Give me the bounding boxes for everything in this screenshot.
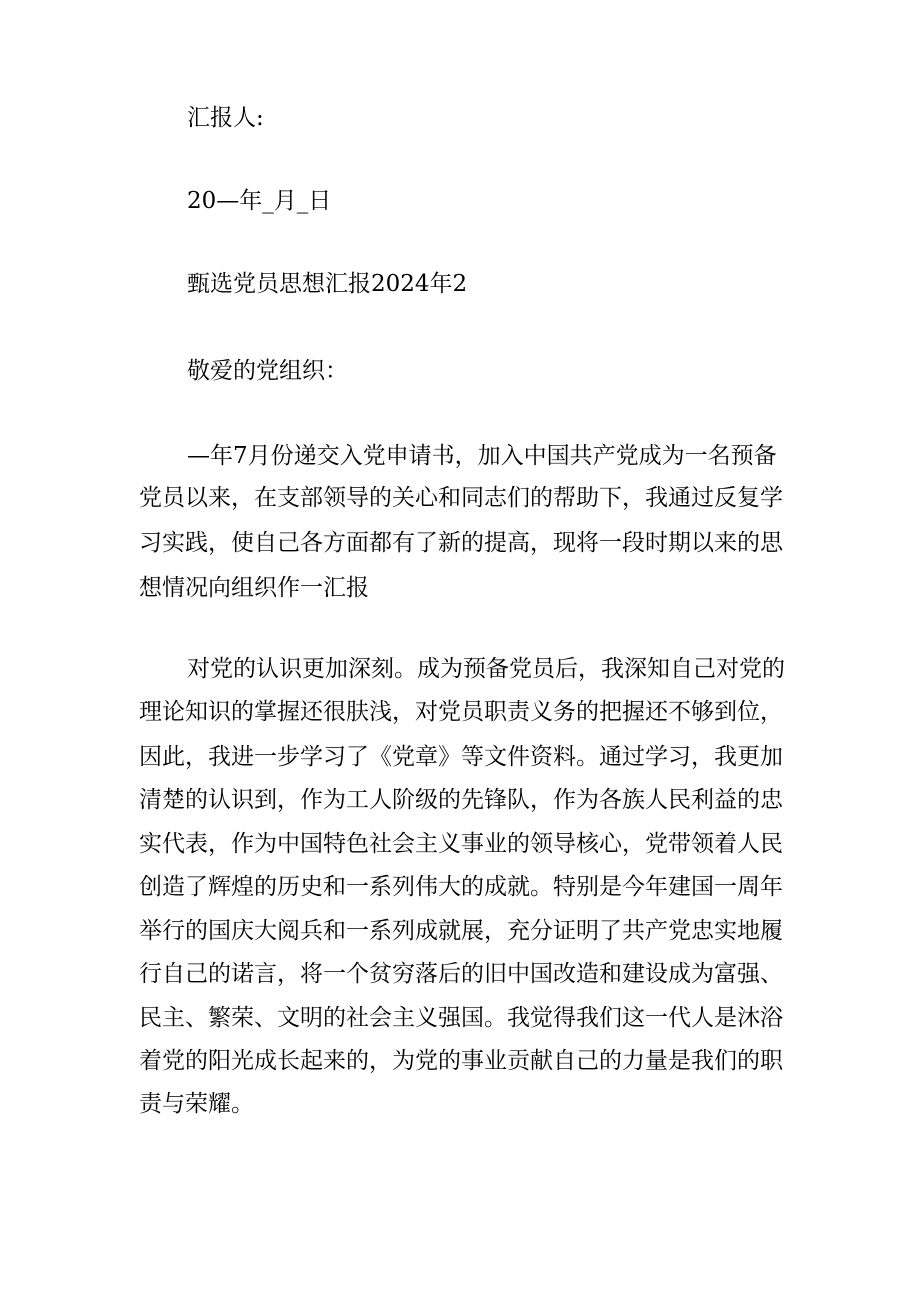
reporter-label: 汇报人: [187, 105, 264, 131]
paragraph2-line: 对党的认识更加深刻。成为预备党员后，我深知自己对党的 [187, 656, 785, 682]
paragraph2-line: 清楚的认识到，作为工人阶级的先锋队，作为各族人民利益的忠 [139, 787, 783, 813]
paragraph2-line: 因此，我进一步学习了《党章》等文件资料。通过学习，我更加 [139, 744, 783, 770]
paragraph1-line: 习实践，使自己各方面都有了新的提高，现将一段时期以来的思 [139, 530, 783, 556]
paragraph2-line: 理论知识的掌握还很肤浅，对党员职责义务的把握还不够到位， [139, 699, 783, 725]
document-title: 甄选党员思想汇报2024年2 [187, 271, 468, 297]
paragraph1-line: 党员以来，在支部领导的关心和同志们的帮助下，我通过反复学 [139, 485, 783, 511]
paragraph2-line: 实代表，作为中国特色社会主义事业的领导核心，党带领着人民 [139, 831, 783, 857]
salutation: 敬爱的党组织： [187, 358, 348, 384]
paragraph2-line: 责与荣耀。 [139, 1091, 254, 1117]
date-line: 20—年_月_日 [187, 188, 332, 214]
paragraph2-line: 着党的阳光成长起来的，为党的事业贡献自己的力量是我们的职 [139, 1048, 783, 1074]
paragraph2-line: 行自己的诺言，将一个贫穷落后的旧中国改造和建设成为富强、 [139, 961, 783, 987]
paragraph2-line: 创造了辉煌的历史和一系列伟大的成就。特别是今年建国一周年 [139, 874, 783, 900]
paragraph1-line: —年7月份递交入党申请书，加入中国共产党成为一名预备 [187, 443, 777, 469]
paragraph1-line: 想情况向组织作一汇报 [139, 575, 369, 601]
paragraph2-line: 民主、繁荣、文明的社会主义强国。我觉得我们这一代人是沐浴 [139, 1005, 783, 1031]
paragraph2-line: 举行的国庆大阅兵和一系列成就展，充分证明了共产党忠实地履 [139, 918, 783, 944]
